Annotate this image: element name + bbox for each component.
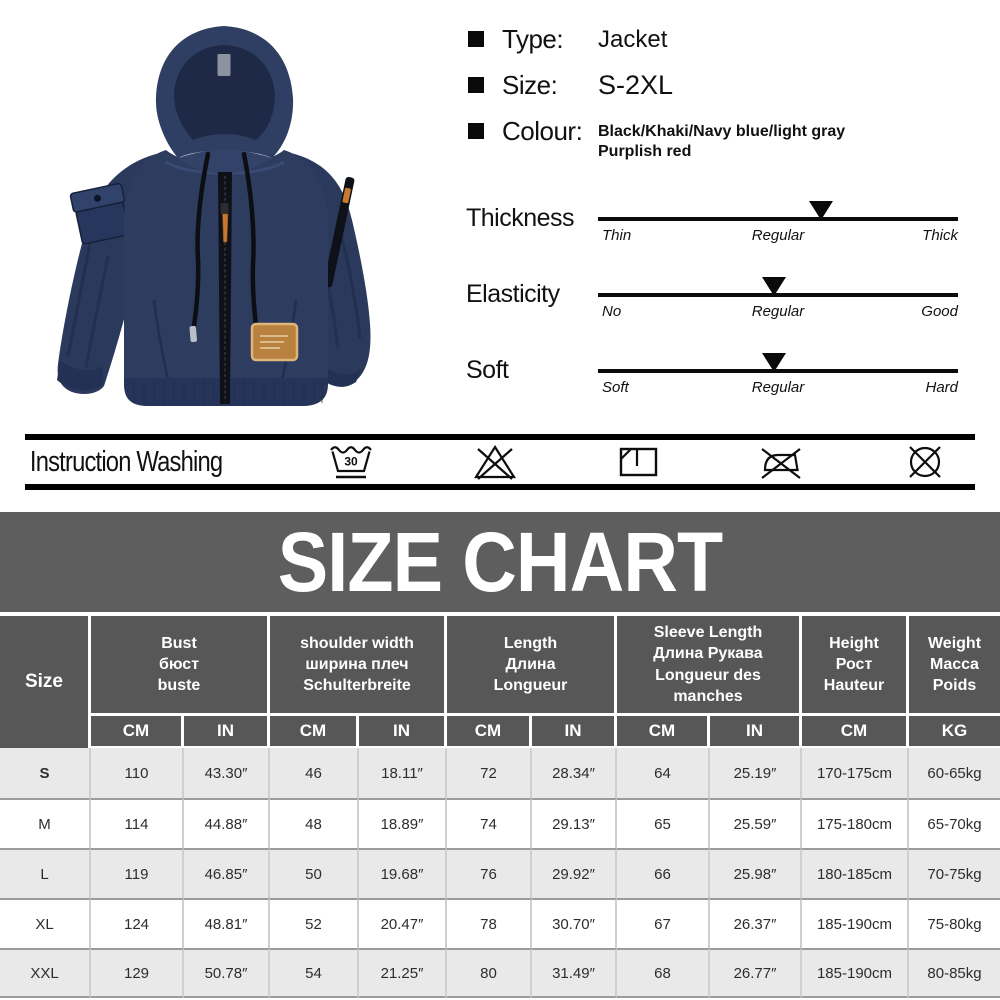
size-value-cell: 114 — [91, 798, 184, 848]
slider-marker-icon — [762, 353, 786, 372]
column-header: shoulder width ширина плеч Schulterbreite — [270, 616, 447, 716]
size-label: S — [0, 748, 91, 798]
product-photo-jacket — [38, 4, 462, 432]
size-row-l — [0, 848, 1000, 898]
scale-label-center: Regular — [751, 227, 805, 244]
size-table-section — [0, 616, 1000, 998]
column-header: Bust бюст buste — [91, 616, 270, 716]
column-header: Length Длина Longueur — [447, 616, 617, 716]
drawstring-aglet — [189, 326, 197, 343]
unit-header: IN — [184, 716, 270, 748]
drip-dry-icon — [614, 441, 662, 483]
slider-elasticity — [466, 272, 958, 348]
size-value-cell: 18.11″ — [359, 748, 447, 798]
unit-header: IN — [710, 716, 802, 748]
size-value-cell: 50.78″ — [184, 948, 270, 998]
scale-label-center: Regular — [751, 303, 805, 320]
washing-instructions-bar — [25, 434, 975, 490]
size-label: XL — [0, 898, 91, 948]
do-not-bleach-icon — [471, 441, 519, 483]
scale-label-right: Good — [921, 303, 958, 320]
size-value-cell: 64 — [617, 748, 710, 798]
size-value-cell: 28.34″ — [532, 748, 617, 798]
size-value-cell: 110 — [91, 748, 184, 798]
slider-soft — [466, 348, 958, 424]
scale-label-right: Thick — [922, 227, 958, 244]
column-header-size: Size — [0, 616, 91, 748]
size-value-cell: 30.70″ — [532, 898, 617, 948]
spec-colour — [468, 116, 993, 162]
size-value-cell: 185-190cm — [802, 948, 909, 998]
size-table-body — [0, 748, 1000, 998]
size-value-cell: 175-180cm — [802, 798, 909, 848]
size-value-cell: 25.98″ — [710, 848, 802, 898]
slider-thickness — [466, 196, 958, 272]
unit-header: IN — [359, 716, 447, 748]
slider-title: Soft — [466, 356, 509, 384]
table-header-row — [0, 616, 1000, 716]
size-value-cell: 46.85″ — [184, 848, 270, 898]
unit-header: CM — [91, 716, 184, 748]
spec-type — [468, 24, 993, 55]
size-value-cell: 65-70kg — [909, 798, 1000, 848]
slider-marker-icon — [809, 201, 833, 220]
size-value-cell: 66 — [617, 848, 710, 898]
spec-value — [598, 122, 845, 162]
size-value-cell: 67 — [617, 898, 710, 948]
size-value-cell: 25.59″ — [710, 798, 802, 848]
size-value-cell: 75-80kg — [909, 898, 1000, 948]
spec-label: Colour: — [502, 116, 583, 146]
jacket-arm-pocket — [70, 183, 132, 245]
spec-value: Jacket — [598, 26, 668, 53]
scale-label-left: No — [602, 303, 622, 320]
column-header: Weight Macca Poids — [909, 616, 1000, 716]
size-value-cell: 70-75kg — [909, 848, 1000, 898]
slider-title: Elasticity — [466, 280, 560, 308]
size-chart-banner — [0, 512, 1000, 612]
size-value-cell: 180-185cm — [802, 848, 909, 898]
size-value-cell: 29.92″ — [532, 848, 617, 898]
colour-line2: Purplish red — [598, 143, 692, 160]
size-value-cell: 21.25″ — [359, 948, 447, 998]
size-value-cell: 74 — [447, 798, 532, 848]
scale-label-right: Hard — [925, 379, 958, 396]
size-chart-title: SIZE CHART — [277, 514, 723, 609]
size-value-cell: 43.30″ — [184, 748, 270, 798]
size-row-xxl — [0, 948, 1000, 998]
slider-scale — [598, 348, 958, 424]
spec-value: S-2XL — [598, 70, 674, 100]
bullet-square-icon — [468, 77, 484, 93]
size-value-cell: 48 — [270, 798, 359, 848]
slider-marker-icon — [762, 277, 786, 296]
spec-label: Size: — [502, 70, 558, 100]
svg-text:30: 30 — [344, 454, 358, 469]
size-value-cell: 60-65kg — [909, 748, 1000, 798]
spec-label: Type: — [502, 24, 564, 54]
size-value-cell: 68 — [617, 948, 710, 998]
unit-header: IN — [532, 716, 617, 748]
slider-title: Thickness — [466, 204, 575, 232]
slider-scale — [598, 272, 958, 348]
column-header: Sleeve Length Длина Рукава Longueur des manches — [617, 616, 802, 716]
size-value-cell: 26.37″ — [710, 898, 802, 948]
size-table — [0, 616, 1000, 998]
size-value-cell: 80-85kg — [909, 948, 1000, 998]
size-value-cell: 124 — [91, 898, 184, 948]
slider-scale — [598, 196, 958, 272]
size-value-cell: 52 — [270, 898, 359, 948]
size-value-cell: 44.88″ — [184, 798, 270, 848]
jacket-patch-label — [252, 324, 297, 360]
unit-header: CM — [447, 716, 532, 748]
size-value-cell: 25.19″ — [710, 748, 802, 798]
size-value-cell: 50 — [270, 848, 359, 898]
washing-icons — [326, 441, 975, 483]
column-header: Height Рост Hauteur — [802, 616, 909, 716]
size-value-cell: 80 — [447, 948, 532, 998]
size-value-cell: 170-175cm — [802, 748, 909, 798]
size-label: XXL — [0, 948, 91, 998]
size-value-cell: 119 — [91, 848, 184, 898]
unit-header: CM — [270, 716, 359, 748]
unit-header: CM — [802, 716, 909, 748]
size-value-cell: 78 — [447, 898, 532, 948]
machine-wash-30-icon — [326, 441, 376, 483]
size-value-cell: 129 — [91, 948, 184, 998]
attribute-sliders — [466, 196, 958, 424]
jacket-hood — [156, 26, 293, 174]
do-not-iron-icon — [756, 441, 806, 483]
bullet-square-icon — [468, 31, 484, 47]
size-row-m — [0, 798, 1000, 848]
size-value-cell: 76 — [447, 848, 532, 898]
size-value-cell: 31.49″ — [532, 948, 617, 998]
size-value-cell: 18.89″ — [359, 798, 447, 848]
jacket-zipper — [218, 172, 232, 404]
washing-label: Instruction Washing — [29, 445, 223, 478]
hood-tag — [218, 54, 231, 76]
size-label: M — [0, 798, 91, 848]
scale-label-left: Thin — [602, 227, 632, 244]
size-row-s — [0, 748, 1000, 798]
size-value-cell: 54 — [270, 948, 359, 998]
slider-track — [598, 217, 958, 221]
colour-line1: Black/Khaki/Navy blue/light gray — [598, 123, 846, 140]
size-value-cell: 185-190cm — [802, 898, 909, 948]
size-value-cell: 20.47″ — [359, 898, 447, 948]
spec-size — [468, 70, 993, 101]
size-value-cell: 29.13″ — [532, 798, 617, 848]
do-not-dry-clean-icon — [901, 441, 949, 483]
bullet-square-icon — [468, 123, 484, 139]
size-value-cell: 48.81″ — [184, 898, 270, 948]
scale-label-left: Soft — [602, 379, 629, 396]
size-value-cell: 26.77″ — [710, 948, 802, 998]
spec-list — [468, 24, 993, 177]
table-units-row — [0, 716, 1000, 748]
unit-header: CM — [617, 716, 710, 748]
size-value-cell: 46 — [270, 748, 359, 798]
scale-label-center: Regular — [751, 379, 805, 396]
size-value-cell: 19.68″ — [359, 848, 447, 898]
size-value-cell: 65 — [617, 798, 710, 848]
zipper-pull — [223, 214, 229, 242]
unit-header: KG — [909, 716, 1000, 748]
size-row-xl — [0, 898, 1000, 948]
size-label: L — [0, 848, 91, 898]
size-value-cell: 72 — [447, 748, 532, 798]
